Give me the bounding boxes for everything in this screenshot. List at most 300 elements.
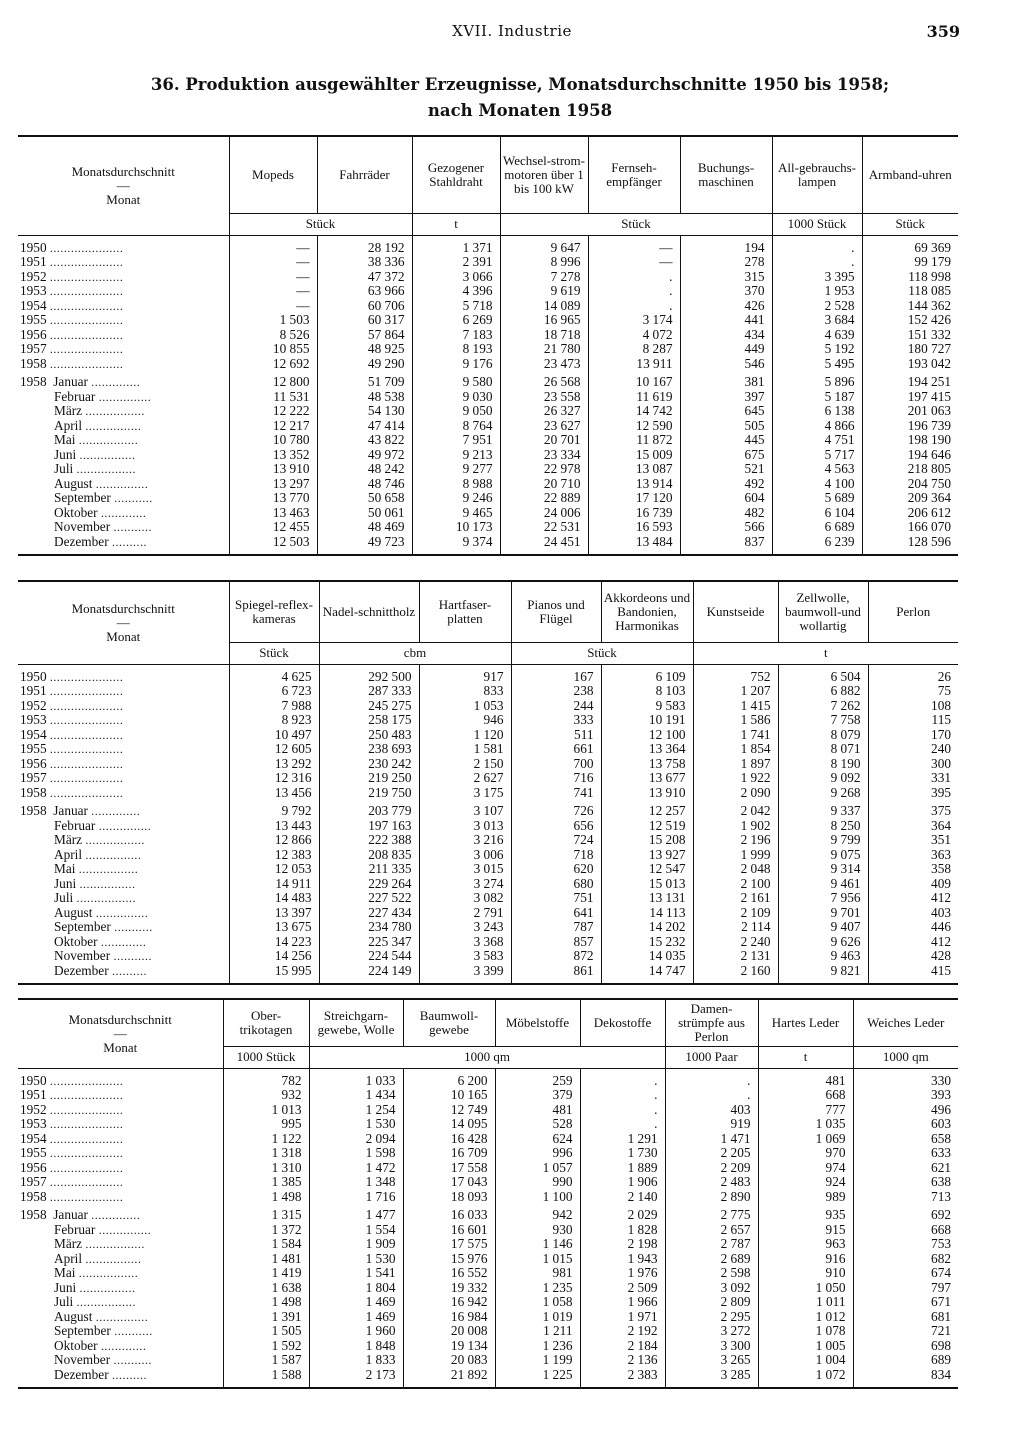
leader-dots: ..................... bbox=[49, 1146, 124, 1160]
row-label: 1952 ..................... bbox=[20, 1102, 124, 1117]
row-label: Mai ................. bbox=[54, 433, 139, 447]
table-cell: 777 bbox=[758, 1103, 853, 1118]
table-cell: 1 971 bbox=[580, 1310, 665, 1325]
leader-dots: ..................... bbox=[49, 771, 124, 785]
table-cell: 970 bbox=[758, 1146, 853, 1161]
row-label: Dezember .......... bbox=[54, 1367, 147, 1382]
table-cell: 1 072 bbox=[758, 1368, 853, 1383]
table-cell: . bbox=[772, 241, 862, 256]
table-cell: 2 109 bbox=[693, 906, 778, 921]
table-cell: 23 627 bbox=[500, 419, 588, 434]
leader-dots: ..................... bbox=[49, 255, 124, 269]
table-cell: 43 822 bbox=[317, 433, 412, 448]
table-cell: 7 183 bbox=[412, 328, 500, 343]
leader-dots: ..................... bbox=[49, 1131, 124, 1146]
table-cell: 11 531 bbox=[229, 390, 317, 405]
table-cell: 47 414 bbox=[317, 419, 412, 434]
row-label: 1950 ..................... bbox=[20, 240, 124, 255]
leader-dots: ..................... bbox=[49, 298, 124, 313]
table-cell: 208 835 bbox=[319, 848, 419, 863]
table-cell: 13 352 bbox=[229, 448, 317, 463]
table-row bbox=[18, 1353, 958, 1368]
table-cell: 209 364 bbox=[862, 491, 958, 506]
table-cell: 718 bbox=[511, 848, 601, 863]
table-cell: 170 bbox=[868, 728, 958, 743]
table-cell: 48 242 bbox=[317, 462, 412, 477]
table-cell: 2 689 bbox=[665, 1252, 758, 1267]
row-label: 1957 ..................... bbox=[20, 342, 124, 356]
table-cell: 445 bbox=[680, 433, 772, 448]
table-cell: 10 167 bbox=[588, 375, 680, 390]
table-cell: 358 bbox=[868, 862, 958, 877]
table-cell: 446 bbox=[868, 920, 958, 935]
table-cell: 9 792 bbox=[229, 804, 319, 819]
table-cell: 1 472 bbox=[309, 1161, 403, 1176]
table-row bbox=[18, 1146, 958, 1161]
table-cell: 3 013 bbox=[419, 819, 511, 834]
table-cell: 741 bbox=[511, 786, 601, 801]
table-row bbox=[18, 1368, 958, 1383]
table-cell: 12 222 bbox=[229, 404, 317, 419]
table-cell: 2 791 bbox=[419, 906, 511, 921]
table-cell: 481 bbox=[758, 1074, 853, 1089]
table-cell: 990 bbox=[495, 1175, 580, 1190]
table-cell: 787 bbox=[511, 920, 601, 935]
table-cell: — bbox=[229, 241, 317, 256]
row-label: 1958 ..................... bbox=[20, 1189, 124, 1204]
table-cell: 505 bbox=[680, 419, 772, 434]
table-cell: 15 995 bbox=[229, 964, 319, 979]
leader-dots: .............. bbox=[91, 1208, 141, 1222]
table-cell: 1 741 bbox=[693, 728, 778, 743]
table-cell: 206 612 bbox=[862, 506, 958, 521]
table-cell: 700 bbox=[511, 757, 601, 772]
table-cell: 23 473 bbox=[500, 357, 588, 372]
table-cell: 9 583 bbox=[601, 699, 693, 714]
leader-dots: ........... bbox=[113, 520, 152, 534]
row-label: 1957 ..................... bbox=[20, 771, 124, 785]
leader-dots: ..................... bbox=[49, 342, 124, 356]
table-cell: 1 372 bbox=[223, 1223, 309, 1238]
table-cell: 14 113 bbox=[601, 906, 693, 921]
table-cell: 415 bbox=[868, 964, 958, 979]
table-cell: 19 332 bbox=[403, 1281, 495, 1296]
table-cell: 14 483 bbox=[229, 891, 319, 906]
table-cell: 128 596 bbox=[862, 535, 958, 550]
table-cell: 9 213 bbox=[412, 448, 500, 463]
table-cell: 1 015 bbox=[495, 1252, 580, 1267]
leader-dots: ..................... bbox=[49, 742, 124, 756]
table-cell: 2 100 bbox=[693, 877, 778, 892]
leader-dots: ................ bbox=[85, 1251, 142, 1266]
table-cell: 12 383 bbox=[229, 848, 319, 863]
table-cell: 9 463 bbox=[778, 949, 868, 964]
table-cell: 1 078 bbox=[758, 1324, 853, 1339]
table-cell: 2 509 bbox=[580, 1281, 665, 1296]
table-cell: 3 399 bbox=[419, 964, 511, 979]
table-cell: 1 100 bbox=[495, 1190, 580, 1205]
table-cell: 13 677 bbox=[601, 771, 693, 786]
table-cell: 379 bbox=[495, 1088, 580, 1103]
table-row bbox=[18, 328, 958, 343]
table-cell: 9 465 bbox=[412, 506, 500, 521]
table-cell: 1 471 bbox=[665, 1132, 758, 1147]
row-label: Dezember .......... bbox=[54, 534, 147, 549]
table-cell: 1 315 bbox=[223, 1208, 309, 1223]
row-label: 1952 ..................... bbox=[20, 269, 124, 284]
table-row bbox=[18, 1161, 958, 1176]
table-cell: 15 009 bbox=[588, 448, 680, 463]
table-cell: 167 bbox=[511, 670, 601, 685]
table-cell: 15 976 bbox=[403, 1252, 495, 1267]
table-cell: 7 988 bbox=[229, 699, 319, 714]
table-cell: 1 310 bbox=[223, 1161, 309, 1176]
row-label: 1956 ..................... bbox=[20, 1160, 124, 1175]
table-cell: 17 120 bbox=[588, 491, 680, 506]
row-label: September ........... bbox=[54, 1324, 153, 1338]
table-cell: 258 175 bbox=[319, 713, 419, 728]
row-label: 1958 ..................... bbox=[20, 785, 124, 800]
table-cell: 917 bbox=[419, 670, 511, 685]
table-cell: 1 730 bbox=[580, 1146, 665, 1161]
row-label: April ................ bbox=[54, 418, 142, 433]
leader-dots: ............. bbox=[100, 505, 147, 520]
unit-header: Stück bbox=[511, 642, 693, 664]
table-cell: 12 692 bbox=[229, 357, 317, 372]
table-cell: 240 bbox=[868, 742, 958, 757]
table-cell: 9 407 bbox=[778, 920, 868, 935]
table-cell: 60 706 bbox=[317, 299, 412, 314]
table-cell: 69 369 bbox=[862, 241, 958, 256]
col-header: Perlon bbox=[868, 582, 958, 642]
table-cell: — bbox=[229, 284, 317, 299]
table-cell: 9 092 bbox=[778, 771, 868, 786]
table-cell: 13 910 bbox=[229, 462, 317, 477]
table-cell: 9 461 bbox=[778, 877, 868, 892]
table-cell: 5 718 bbox=[412, 299, 500, 314]
leader-dots: ............... bbox=[98, 1222, 152, 1237]
table-row bbox=[18, 670, 958, 685]
table-cell: 1 058 bbox=[495, 1295, 580, 1310]
table-cell: 17 575 bbox=[403, 1237, 495, 1252]
table-cell: 511 bbox=[511, 728, 601, 743]
leader-dots: ........... bbox=[113, 1353, 152, 1367]
table-cell: 681 bbox=[853, 1310, 958, 1325]
row-label: März ................. bbox=[54, 833, 145, 847]
table-cell: 14 747 bbox=[601, 964, 693, 979]
table-cell: 315 bbox=[680, 270, 772, 285]
table-cell: 211 335 bbox=[319, 862, 419, 877]
table-cell: 3 015 bbox=[419, 862, 511, 877]
leader-dots: .......... bbox=[111, 963, 147, 978]
table-cell: 26 327 bbox=[500, 404, 588, 419]
table-cell: 671 bbox=[853, 1295, 958, 1310]
table-cell: 49 723 bbox=[317, 535, 412, 550]
table-row bbox=[18, 713, 958, 728]
running-header bbox=[0, 22, 1024, 48]
table-cell: 482 bbox=[680, 506, 772, 521]
table-cell: 1 371 bbox=[412, 241, 500, 256]
table-cell: 9 176 bbox=[412, 357, 500, 372]
table-title-line1: 36. Produktion ausgewählter Erzeugnisse, Monatsdurchschnitte 1950 bis 1958; bbox=[150, 75, 890, 94]
table-cell: 1 050 bbox=[758, 1281, 853, 1296]
row-label: 1955 ..................... bbox=[20, 742, 124, 756]
table-row bbox=[18, 949, 958, 964]
table-cell: 1 897 bbox=[693, 757, 778, 772]
leader-dots: ..................... bbox=[49, 698, 124, 713]
leader-dots: ..................... bbox=[49, 269, 124, 284]
table-cell: 8 287 bbox=[588, 342, 680, 357]
table-cell: 48 925 bbox=[317, 342, 412, 357]
table-cell: 7 758 bbox=[778, 713, 868, 728]
table-cell: — bbox=[229, 270, 317, 285]
table-cell: 196 739 bbox=[862, 419, 958, 434]
table-cell: 1 541 bbox=[309, 1266, 403, 1281]
table-row bbox=[18, 757, 958, 772]
table-cell: 409 bbox=[868, 877, 958, 892]
table-cell: 8 071 bbox=[778, 742, 868, 757]
table-cell: 481 bbox=[495, 1103, 580, 1118]
table-cell: 782 bbox=[223, 1074, 309, 1089]
table-cell: 9 626 bbox=[778, 935, 868, 950]
leader-dots: .............. bbox=[91, 804, 141, 818]
table-cell: 8 526 bbox=[229, 328, 317, 343]
unit-header: 1000 Stück bbox=[772, 213, 862, 235]
leader-dots: ................. bbox=[78, 1266, 139, 1280]
table-cell: 14 202 bbox=[601, 920, 693, 935]
table-cell: 8 079 bbox=[778, 728, 868, 743]
leader-dots: ..................... bbox=[49, 1160, 124, 1175]
leader-dots: ................ bbox=[79, 447, 136, 462]
table-cell: 1 120 bbox=[419, 728, 511, 743]
table-cell: 14 035 bbox=[601, 949, 693, 964]
table-cell: 15 208 bbox=[601, 833, 693, 848]
table-cell: 2 114 bbox=[693, 920, 778, 935]
table-cell: 234 780 bbox=[319, 920, 419, 935]
table-row bbox=[18, 1074, 958, 1089]
table-row bbox=[18, 1208, 958, 1223]
table-cell: 330 bbox=[853, 1074, 958, 1089]
unit-header: Stück bbox=[229, 213, 412, 235]
table-cell: 3 274 bbox=[419, 877, 511, 892]
table-cell: 12 519 bbox=[601, 819, 693, 834]
table-cell: 4 625 bbox=[229, 670, 319, 685]
table-row bbox=[18, 477, 958, 492]
table-row bbox=[18, 920, 958, 935]
table-cell: 9 246 bbox=[412, 491, 500, 506]
table-cell: 193 042 bbox=[862, 357, 958, 372]
table-row bbox=[18, 448, 958, 463]
table-cell: . bbox=[665, 1074, 758, 1089]
table-title-line2: nach Monaten 1958 bbox=[427, 101, 613, 120]
table-cell: 7 278 bbox=[500, 270, 588, 285]
table-cell: 981 bbox=[495, 1266, 580, 1281]
table-cell: . bbox=[580, 1088, 665, 1103]
table-cell: 546 bbox=[680, 357, 772, 372]
table-row bbox=[18, 535, 958, 550]
table-row bbox=[18, 520, 958, 535]
unit-header: t bbox=[758, 1046, 853, 1068]
table-cell: 661 bbox=[511, 742, 601, 757]
table-cell: 492 bbox=[680, 477, 772, 492]
table-cell: 1 211 bbox=[495, 1324, 580, 1339]
table-cell: 3 092 bbox=[665, 1281, 758, 1296]
table-cell: 393 bbox=[853, 1088, 958, 1103]
table-cell: 995 bbox=[223, 1117, 309, 1132]
table-cell: 54 130 bbox=[317, 404, 412, 419]
leader-dots: .......... bbox=[111, 534, 147, 549]
table-cell: 10 165 bbox=[403, 1088, 495, 1103]
table-cell: 370 bbox=[680, 284, 772, 299]
table-cell: 17 043 bbox=[403, 1175, 495, 1190]
leader-dots: ..................... bbox=[49, 1102, 124, 1117]
table-cell: 724 bbox=[511, 833, 601, 848]
table-cell: . bbox=[772, 255, 862, 270]
table-cell: 49 972 bbox=[317, 448, 412, 463]
leader-dots: .............. bbox=[91, 375, 141, 389]
leader-dots: ..................... bbox=[49, 1189, 124, 1204]
table-cell: 1 012 bbox=[758, 1310, 853, 1325]
row-label: 1954 ..................... bbox=[20, 727, 124, 742]
table-cell: 397 bbox=[680, 390, 772, 405]
table-cell: 16 552 bbox=[403, 1266, 495, 1281]
table-cell: 2 161 bbox=[693, 891, 778, 906]
table-cell: 6 723 bbox=[229, 684, 319, 699]
table-cell: 13 770 bbox=[229, 491, 317, 506]
leader-dots: ..................... bbox=[49, 1088, 124, 1102]
table-cell: 930 bbox=[495, 1223, 580, 1238]
leader-dots: ..................... bbox=[49, 669, 124, 684]
table-cell: 1 348 bbox=[309, 1175, 403, 1190]
table-cell: 1 999 bbox=[693, 848, 778, 863]
row-label: 1950 ..................... bbox=[20, 1073, 124, 1088]
leader-dots: ..................... bbox=[49, 284, 124, 298]
leader-dots: ..................... bbox=[49, 727, 124, 742]
table-cell: 10 780 bbox=[229, 433, 317, 448]
leader-dots: ..................... bbox=[49, 1175, 124, 1189]
table-cell: 403 bbox=[665, 1103, 758, 1118]
table-cell: 194 646 bbox=[862, 448, 958, 463]
leader-dots: ................. bbox=[76, 891, 137, 905]
table-cell: 10 191 bbox=[601, 713, 693, 728]
table-cell: 26 bbox=[868, 670, 958, 685]
table-cell: 14 911 bbox=[229, 877, 319, 892]
row-label: 1953 ..................... bbox=[20, 284, 124, 298]
table-cell: 166 070 bbox=[862, 520, 958, 535]
table-cell: 6 104 bbox=[772, 506, 862, 521]
table-cell: 9 619 bbox=[500, 284, 588, 299]
table-row bbox=[18, 1175, 958, 1190]
stub-header: Monatsdurchschnitt — Monat bbox=[18, 1000, 223, 1068]
table-cell: 18 093 bbox=[403, 1190, 495, 1205]
unit-header: 1000 qm bbox=[853, 1046, 958, 1068]
leader-dots: ................. bbox=[76, 462, 137, 476]
table-cell: 108 bbox=[868, 699, 958, 714]
col-header: All-gebrauchs-lampen bbox=[772, 137, 862, 213]
table-cell: 194 251 bbox=[862, 375, 958, 390]
table-cell: 1 889 bbox=[580, 1161, 665, 1176]
table-cell: 1 236 bbox=[495, 1339, 580, 1354]
table-cell: 10 173 bbox=[412, 520, 500, 535]
row-label: 1955 ..................... bbox=[20, 313, 124, 327]
table-cell: 426 bbox=[680, 299, 772, 314]
table-cell: 1 902 bbox=[693, 819, 778, 834]
table-cell: 8 988 bbox=[412, 477, 500, 492]
table-cell: 2 775 bbox=[665, 1208, 758, 1223]
table-cell: 1 716 bbox=[309, 1190, 403, 1205]
table-row bbox=[18, 1252, 958, 1267]
table-row bbox=[18, 877, 958, 892]
col-header: Hartes Leder bbox=[758, 1000, 853, 1046]
unit-header: t bbox=[693, 642, 958, 664]
table-cell: 2 205 bbox=[665, 1146, 758, 1161]
col-header: Baumwoll-gewebe bbox=[403, 1000, 495, 1046]
table-cell: 3 368 bbox=[419, 935, 511, 950]
table-row bbox=[18, 491, 958, 506]
leader-dots: ........... bbox=[113, 949, 152, 963]
table-cell: 13 443 bbox=[229, 819, 319, 834]
table-cell: 10 497 bbox=[229, 728, 319, 743]
table-cell: 963 bbox=[758, 1237, 853, 1252]
table-row bbox=[18, 1237, 958, 1252]
table-cell: 2 029 bbox=[580, 1208, 665, 1223]
table-cell: 1 019 bbox=[495, 1310, 580, 1325]
leader-dots: ................. bbox=[78, 433, 139, 447]
table-cell: 942 bbox=[495, 1208, 580, 1223]
table-cell: 496 bbox=[853, 1103, 958, 1118]
table-cell: 833 bbox=[419, 684, 511, 699]
table-cell: 2 240 bbox=[693, 935, 778, 950]
leader-dots: ..................... bbox=[49, 327, 124, 342]
table-cell: 13 131 bbox=[601, 891, 693, 906]
table-cell: — bbox=[588, 241, 680, 256]
table-cell: 7 956 bbox=[778, 891, 868, 906]
unit-header: 1000 Paar bbox=[665, 1046, 758, 1068]
row-label: Juni ................ bbox=[54, 447, 136, 462]
table-cell: 603 bbox=[853, 1117, 958, 1132]
leader-dots: ..................... bbox=[49, 313, 124, 327]
leader-dots: ..................... bbox=[49, 240, 124, 255]
table-cell: 1 848 bbox=[309, 1339, 403, 1354]
table-cell: 13 297 bbox=[229, 477, 317, 492]
leader-dots: ............... bbox=[98, 389, 152, 404]
row-label: Oktober ............. bbox=[54, 505, 147, 520]
row-label: November ........... bbox=[54, 949, 152, 963]
table-cell: 4 100 bbox=[772, 477, 862, 492]
table-cell: 656 bbox=[511, 819, 601, 834]
table-cell: 698 bbox=[853, 1339, 958, 1354]
table-cell: 7 951 bbox=[412, 433, 500, 448]
table-cell: 1 530 bbox=[309, 1252, 403, 1267]
leader-dots: ..................... bbox=[49, 1073, 124, 1088]
table-cell: 21 892 bbox=[403, 1368, 495, 1383]
table-cell: 9 374 bbox=[412, 535, 500, 550]
table-cell: . bbox=[588, 270, 680, 285]
col-header: Wechsel-strom-motoren über 1 bis 100 kW bbox=[500, 137, 588, 213]
table-cell: 689 bbox=[853, 1353, 958, 1368]
table-cell: 2 627 bbox=[419, 771, 511, 786]
row-label: Oktober ............. bbox=[54, 1338, 147, 1353]
table-cell: 20 701 bbox=[500, 433, 588, 448]
table-cell: 2 483 bbox=[665, 1175, 758, 1190]
table-cell: 16 593 bbox=[588, 520, 680, 535]
table-cell: 24 451 bbox=[500, 535, 588, 550]
table-cell: 13 456 bbox=[229, 786, 319, 801]
table-cell: 12 100 bbox=[601, 728, 693, 743]
table-cell: 1 587 bbox=[223, 1353, 309, 1368]
leader-dots: ........... bbox=[114, 920, 153, 934]
page-number: 359 bbox=[926, 22, 960, 41]
